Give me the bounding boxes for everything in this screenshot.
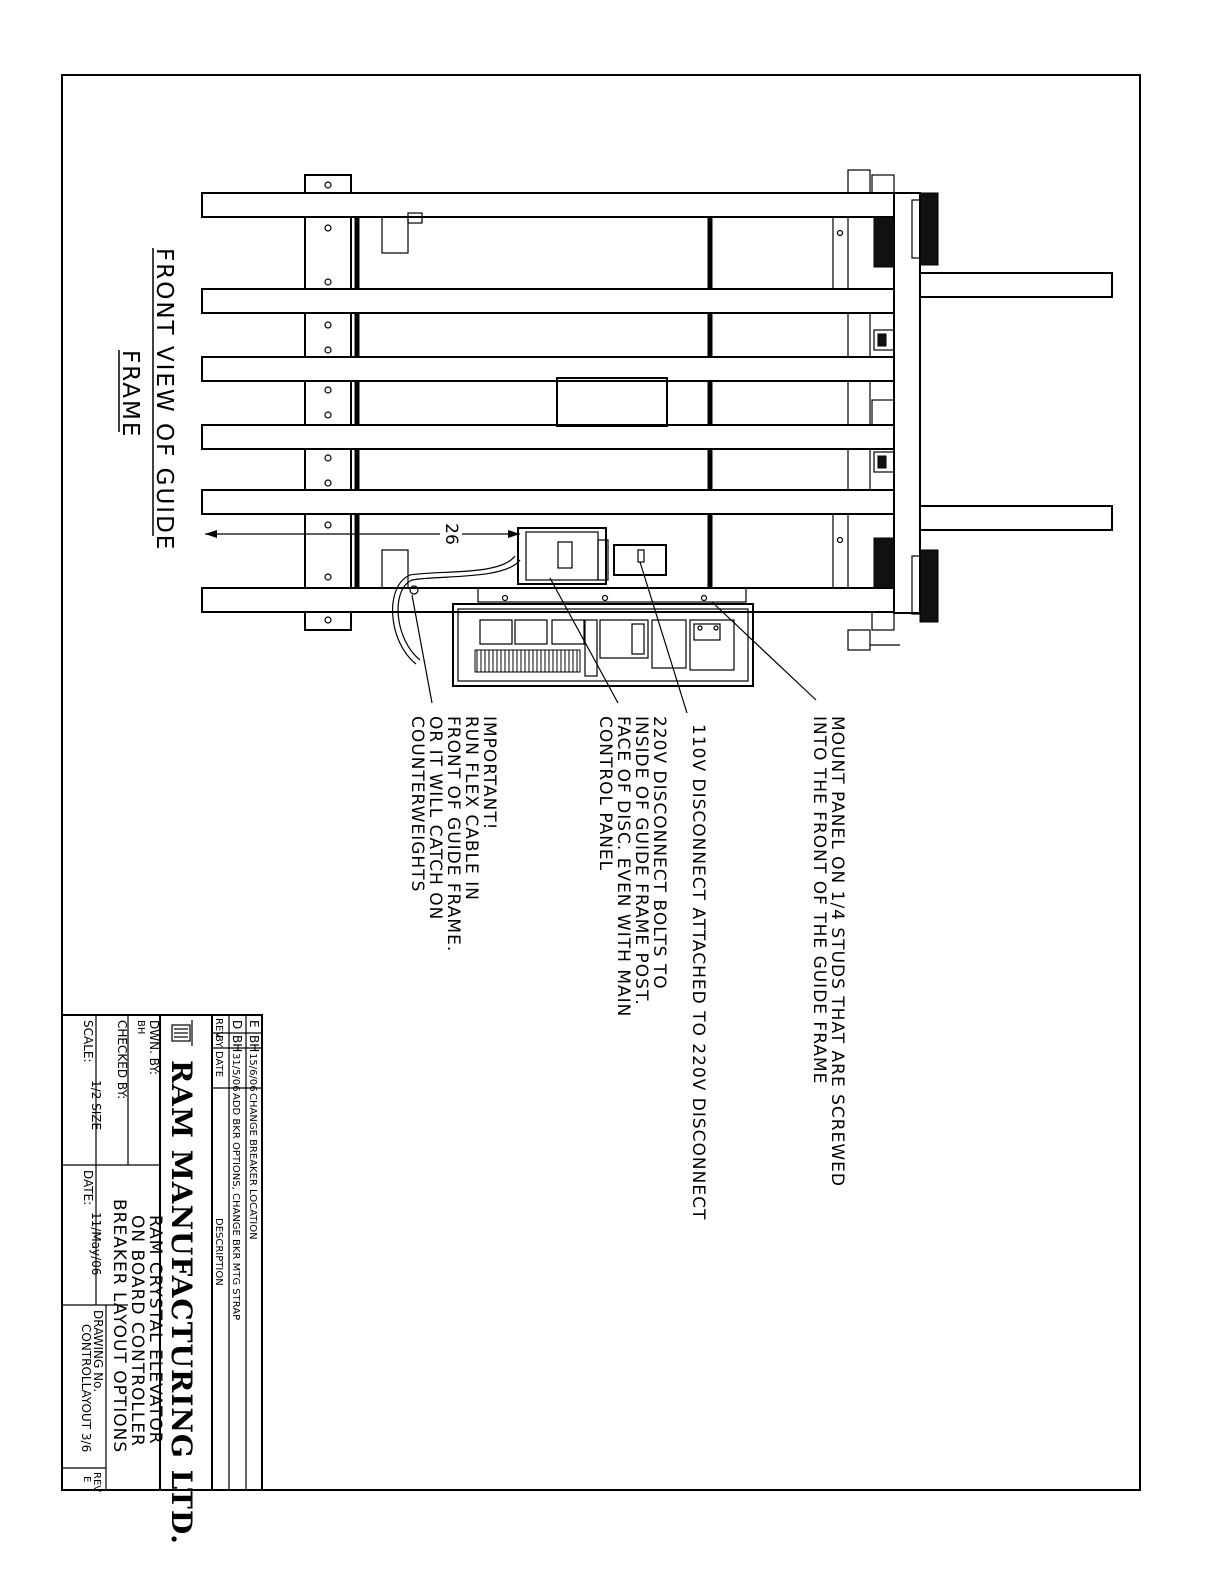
drawing-title [109, 1199, 165, 1453]
note-110v-disconnect [688, 724, 708, 1220]
svg-text:BH: BH [247, 1035, 261, 1053]
svg-text:D: D [230, 1020, 244, 1030]
svg-text:DWN. BY:: DWN. BY: [147, 1020, 161, 1076]
right-vertical-member [894, 193, 920, 613]
svg-text:RAM MANUFACTURING LTD.: RAM MANUFACTURING LTD. [165, 1060, 198, 1545]
svg-text:BH: BH [135, 1020, 146, 1035]
revision-header [213, 1018, 224, 1286]
svg-text:COUNTERWEIGHTS: COUNTERWEIGHTS [407, 716, 427, 893]
drawing-number [79, 1310, 105, 1452]
svg-text:DATE:: DATE: [81, 1170, 95, 1206]
svg-text:ADD BKR OPTIONS, CHANGE BKR MT: ADD BKR OPTIONS, CHANGE BKR MTG STRAP [230, 1093, 241, 1321]
right-arm-top [920, 273, 1112, 297]
right-arm-bottom [920, 506, 1112, 530]
svg-text:MOUNT PANEL ON 1/4 STUDS THAT: MOUNT PANEL ON 1/4 STUDS THAT ARE SCREWED [827, 716, 847, 1187]
svg-text:110V DISCONNECT ATTACHED TO 22: 110V DISCONNECT ATTACHED TO 220V DISCONNECT [688, 724, 708, 1221]
checked-by [115, 1020, 129, 1099]
dimension-26 [205, 523, 520, 545]
svg-text:DESCRIPTION: DESCRIPTION [213, 1218, 224, 1286]
svg-text:CHECKED BY:: CHECKED BY: [115, 1020, 129, 1100]
note-mount-panel [809, 716, 847, 1187]
svg-text:220V DISCONNECT BOLTS TO: 220V DISCONNECT BOLTS TO [649, 716, 669, 990]
svg-text:FRONT OF GUIDE FRAME.: FRONT OF GUIDE FRAME. [443, 716, 463, 953]
svg-text:DATE: DATE [213, 1051, 224, 1078]
svg-text:OR IT WILL CATCH ON: OR IT WILL CATCH ON [425, 716, 445, 921]
svg-text:RUN FLEX CABLE IN: RUN FLEX CABLE IN [461, 716, 481, 901]
company-name [165, 1060, 198, 1545]
frame-bar-3 [202, 357, 894, 381]
svg-text:REV: REV [91, 1472, 102, 1493]
svg-text:31/5/06: 31/5/06 [230, 1053, 241, 1092]
svg-text:INSIDE OF GUIDE FRAME POST.: INSIDE OF GUIDE FRAME POST. [631, 716, 651, 1006]
svg-text:BY: BY [213, 1035, 224, 1048]
svg-text:SCALE:: SCALE: [81, 1020, 95, 1063]
svg-text:INTO THE FRONT OF THE GUIDE FR: INTO THE FRONT OF THE GUIDE FRAME [809, 716, 829, 1085]
guide-frame [202, 170, 1112, 713]
svg-text:BH: BH [230, 1035, 244, 1053]
dimension-label: 26 [441, 523, 461, 545]
bracket-top [382, 217, 408, 253]
leader-lines [412, 562, 816, 713]
svg-text:E: E [247, 1020, 261, 1028]
title-block [62, 1015, 262, 1545]
frame-bar-5 [202, 490, 894, 514]
svg-text:CHANGE BREAKER LOCATION: CHANGE BREAKER LOCATION [247, 1093, 258, 1240]
view-title-line1: FRONT VIEW OF GUIDE [151, 248, 177, 552]
view-title [117, 248, 177, 551]
note-important [407, 716, 499, 952]
note-220v-disconnect [595, 716, 669, 1017]
svg-text:DRAWING No.: DRAWING No. [91, 1310, 105, 1393]
svg-text:11/May/06: 11/May/06 [89, 1212, 103, 1276]
scale [81, 1020, 103, 1130]
svg-text:1/2 SIZE: 1/2 SIZE [89, 1080, 103, 1131]
frame-bar-4 [202, 425, 894, 449]
bracket-bottom [382, 550, 408, 588]
disconnect-220v [518, 528, 608, 584]
revision-row-e [247, 1020, 261, 1240]
revision-row-d [230, 1020, 244, 1320]
svg-text:CONTROL PANEL: CONTROL PANEL [595, 716, 615, 872]
svg-text:15/6/06: 15/6/06 [247, 1053, 258, 1092]
svg-text:ON BOARD CONTROLLER: ON BOARD CONTROLLER [127, 1215, 147, 1447]
svg-text:BREAKER LAYOUT OPTIONS: BREAKER LAYOUT OPTIONS [109, 1199, 129, 1454]
disconnect-110v [614, 545, 666, 575]
frame-bar-2 [202, 289, 894, 313]
svg-text:CONTROLLAYOUT 3/6: CONTROLLAYOUT 3/6 [79, 1324, 93, 1453]
svg-text:E: E [81, 1476, 92, 1483]
svg-text:FACE OF DISC. EVEN WITH MAIN: FACE OF DISC. EVEN WITH MAIN [613, 716, 633, 1018]
svg-text:REV: REV [213, 1018, 224, 1039]
date [81, 1170, 103, 1275]
center-plate [557, 378, 667, 426]
frame-bar-1 [202, 193, 894, 217]
svg-text:RAM CRYSTAL ELEVATOR: RAM CRYSTAL ELEVATOR [145, 1215, 165, 1445]
svg-text:IMPORTANT!: IMPORTANT! [479, 716, 499, 831]
left-mounting-plate [305, 175, 351, 630]
drawn-by [135, 1020, 161, 1075]
view-title-line2: FRAME [117, 350, 143, 439]
company-logo [172, 1020, 192, 1046]
